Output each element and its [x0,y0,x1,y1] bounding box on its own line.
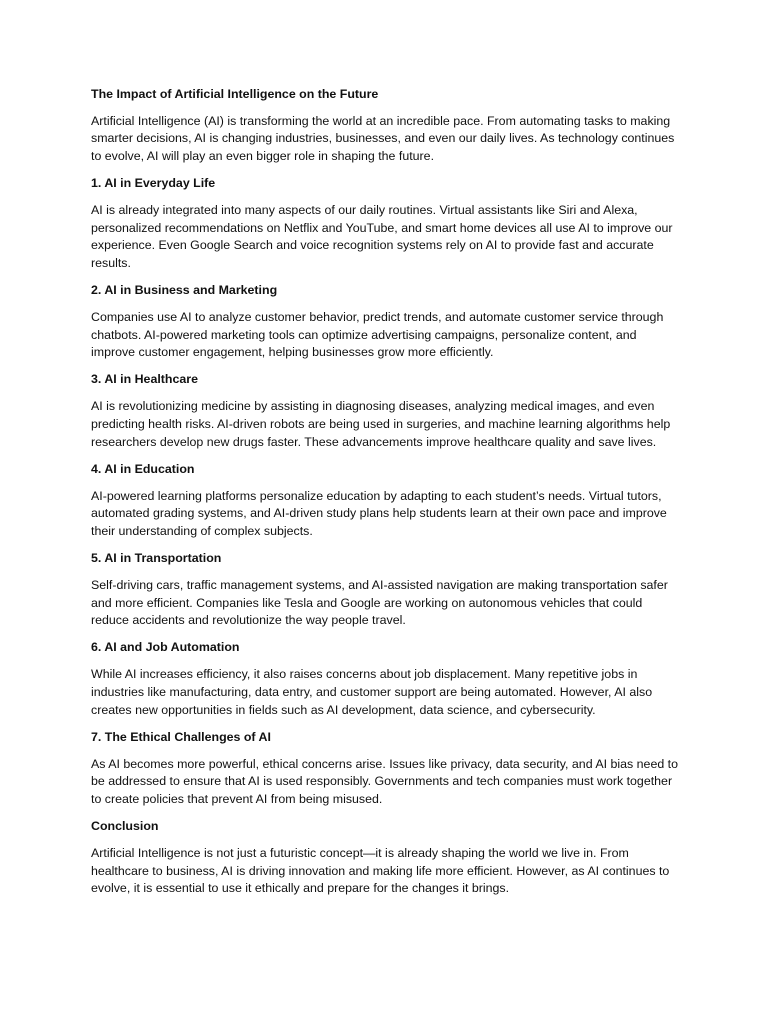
document-title: The Impact of Artificial Intelligence on the Future [91,87,379,101]
section-body-education: AI-powered learning platforms personalize education by adapting to each student’s needs. Virtual tutors, automated grading systems, and AI-driven study plans help students learn at their own pace and improve their understanding of complex subjects. [91,488,667,538]
section-body-conclusion: Artificial Intelligence is not just a futuristic concept—it is already shaping the world we live in. From healthcare to business, AI is driving innovation and making life more efficient. However, as AI continues to evolve, it is essential to use it ethically and prepare for the changes it brings. [91,846,670,896]
section-heading-job-automation: 6. AI and Job Automation [91,640,240,655]
section-heading-ethical-challenges: 7. The Ethical Challenges of AI [91,729,271,744]
section-body-healthcare: AI is revolutionizing medicine by assisting in diagnosing diseases, analyzing medical images, and even predicting health risks. AI-driven robots are being used in surgeries, and machine learning algorithms help researchers develop new drugs faster. These advancements improve healthcare quality and save lives. [91,399,671,449]
document-page [91,86,683,907]
section-heading-healthcare: 3. AI in Healthcare [91,372,198,387]
section-body-job-automation: While AI increases efficiency, it also raises concerns about job displacement. Many repetitive jobs in industries like manufacturing, data entry, and customer support are being automated. However, AI also creates new opportunities in fields such as AI development, data science, and cybersecurity. [91,667,653,717]
section-heading-education: 4. AI in Education [91,461,195,476]
section-heading-everyday-life: 1. AI in Everyday Life [91,175,216,190]
section-body-everyday-life: AI is already integrated into many aspects of our daily routines. Virtual assistants like Siri and Alexa, personalized recommendations on Netflix and YouTube, and smart home devices all use AI to improve our experience. Even Google Search and voice recognition systems rely on AI to provide fast and accurate results. [91,202,673,270]
section-heading-transportation: 5. AI in Transportation [91,550,222,565]
section-heading-conclusion: Conclusion [91,819,159,834]
section-body-ethical-challenges: As AI becomes more powerful, ethical concerns arise. Issues like privacy, data security, and AI bias need to be addressed to ensure that AI is used responsibly. Governments and tech companies must work together to create policies that prevent AI from being misused. [91,756,679,806]
intro-paragraph: Artificial Intelligence (AI) is transforming the world at an incredible pace. From automating tasks to making smarter decisions, AI is changing industries, businesses, and even our daily lives. As technology continues to evolve, AI will play an even bigger role in shaping the future. [91,113,675,163]
section-body-transportation: Self-driving cars, traffic management systems, and AI-assisted navigation are making transportation safer and more efficient. Companies like Tesla and Google are working on autonomous vehicles that could reduce accidents and revolutionize the way people travel. [91,578,668,628]
section-body-business-marketing: Companies use AI to analyze customer behavior, predict trends, and automate customer service through chatbots. AI-powered marketing tools can optimize advertising campaigns, personalize content, and improve customer engagement, helping businesses grow more efficiently. [91,309,664,360]
section-heading-business-marketing: 2. AI in Business and Marketing [91,282,278,297]
